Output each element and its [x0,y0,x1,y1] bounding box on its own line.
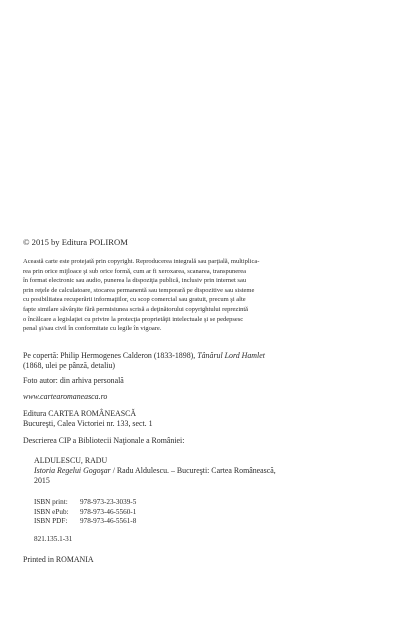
isbn-value: 978-973-46-5560-1 [80,507,137,516]
cover-credit [23,351,265,371]
isbn-row [34,517,136,527]
notice-line: cu posibilitatea recuperării informaţiilor, cu scop comercial sau gratuit, precum şi alte [23,296,246,304]
isbn-row [34,498,136,508]
isbn-label: ISBN PDF: [34,517,68,526]
notice-line: rea prin orice mijloace şi sub orice formă, cum ar fi xeroxarea, scanarea, transpunerea [23,267,247,275]
publisher-website: www.cartearomaneasca.ro [23,392,108,401]
notice-line: Această carte este protejată prin copyright. Reproducerea integrală sau parţială, multiplica- [23,258,260,265]
cover-credit-details: (1868, ulei pe pânză, detaliu) [23,361,116,371]
isbn-value: 978-973-46-5561-8 [80,517,137,526]
painting-title: Tânărul Lord Hamlet [197,351,265,360]
cdu-code: 821.135.1-31 [34,535,73,543]
notice-line: penal şi/sau civil în conformitate cu legile în vigoare. [23,325,162,333]
publisher-info [23,409,153,429]
cip-author: ALDULESCU, RADU [34,456,108,465]
notice-line: în format electronic sau audio, punerea la dispoziţia publică, inclusiv prin internet sau [23,277,247,285]
cip-record [34,456,276,487]
cip-year: 2015 [34,476,50,486]
isbn-row [34,508,136,518]
notice-line: o încălcare a legislaţiei cu privire la protecţia proprietăţii intelectuale şi se pedepsesc [23,315,244,323]
printed-in: Printed in ROMANIA [23,555,94,564]
copyright-notice [23,257,395,334]
cip-details: / Radu Aldulescu. – Bucureşti: Cartea Românească, [110,466,276,476]
cip-heading: Descrierea CIP a Bibliotecii Naţionale a României: [23,436,185,445]
photo-credit: Foto autor: din arhiva personală [23,376,124,385]
notice-line: prin reţele de calculatoare, stocarea permanentă sau temporară pe dispozitive sau sisteme [23,286,255,294]
publisher-name: Editura CARTEA ROMÂNEASCĂ [23,409,137,418]
isbn-list [34,498,136,527]
copyright-line: © 2015 by Editura POLIROM [23,237,128,247]
cover-credit-prefix: Pe copertă: Philip Hermogenes Calderon (1833-1898), [23,351,198,360]
isbn-label: ISBN ePub: [34,507,69,516]
notice-line: fapte similare săvârşite fără permisiunea scrisă a deţinătorului copyrightului reprezintă [23,305,249,313]
colophon-page [23,0,395,630]
isbn-value: 978-973-23-3039-5 [80,498,137,506]
publisher-address: Bucureşti, Calea Victoriei nr. 133, sect. 1 [23,419,153,429]
isbn-label: ISBN print: [34,498,68,506]
cip-book-title: Istoria Regelui Gogoşar [34,466,111,476]
